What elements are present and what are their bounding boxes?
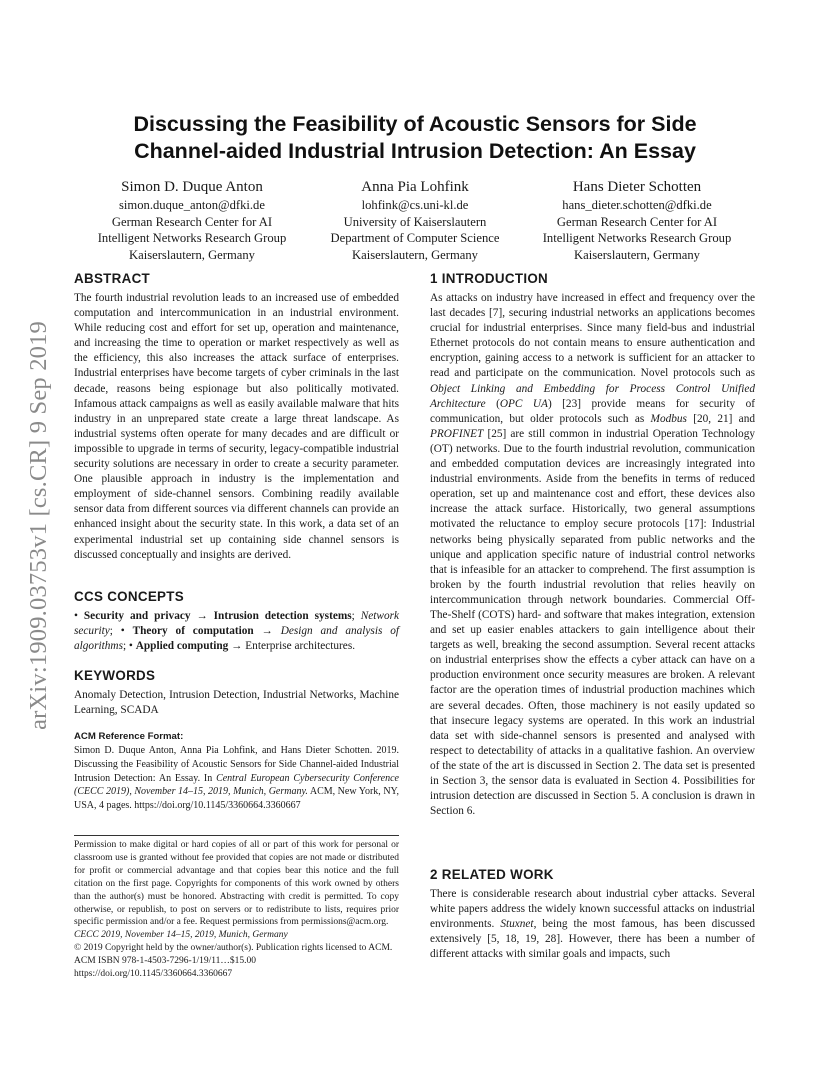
author-email: lohfink@cs.uni-kl.de <box>361 198 469 212</box>
author-location: Kaiserslautern, Germany <box>574 247 700 262</box>
related-work-section <box>430 866 755 962</box>
author-1 <box>77 178 307 263</box>
paper-title-line-2: Channel-aided Industrial Intrusion Detection: An Essay <box>134 139 696 163</box>
author-email: simon.duque_anton@dfki.de <box>119 198 265 212</box>
acm-reference-part: ACM, New York, NY, USA, 4 pages. https://doi.org/10.1145/3360664.3360667 <box>74 786 399 812</box>
introduction-text <box>430 291 755 819</box>
doi-line: https://doi.org/10.1145/3360664.3360667 <box>74 969 233 980</box>
text-run: , being the most famous, has been discussed extensively [5, 18, 19, 28]. However, there has been a number of different attacks with similar goals and impacts, such <box>430 918 755 961</box>
ccs-term: Intrusion detection systems <box>213 610 352 622</box>
ccs-text: • Security and privacy → Intrusion detection systems; Network security; • Theory of computation → Design and analysis of algorithms; • Applied computing → Enterprise architectures. <box>74 610 400 653</box>
arxiv-stamp <box>22 290 56 760</box>
text-emphasis: PROFINET <box>430 427 484 440</box>
text-run: [20, 21] and <box>686 412 755 425</box>
author-name: Simon D. Duque Anton <box>121 179 263 195</box>
copyright-line: © 2019 Copyright held by the owner/author(s). Publication rights licensed to ACM. <box>74 943 393 954</box>
author-department: Intelligent Networks Research Group <box>542 231 732 245</box>
introduction-heading: 1 INTRODUCTION <box>430 271 549 286</box>
keywords-section <box>74 667 399 718</box>
ccs-term: Security and privacy <box>83 610 191 622</box>
related-work-text <box>430 887 755 962</box>
isbn-line: ACM ISBN 978-1-4503-7296-1/19/11…$15.00 <box>74 956 256 967</box>
conference-line: CECC 2019, November 14–15, 2019, Munich, Germany <box>74 930 288 941</box>
ccs-term: Design and analysis of algorithms <box>74 625 399 653</box>
text-run: [25] are still common in industrial Operation Technology (OT) networks. Due to the fourth industrial revolution, communication and embedded computation devices are increasingly integrated into industrial environments. Aside from the benefits in terms of reduced operation, set up and maintenance cost and effort, these devices also increase the attack surface. Historically, two general assumptions motivated the reluctance to employ secure protocols [17]: Industrial networks being physically separated from public networks and the unique and application specific nature of industrial control networks that is infeasible for an attacker to comprehend. The first assumption is broken by the fourth industrial revolution that relies heavily on intercommunication through network boundaries. Commercial Off-The-Shelf (COTS) hard- and software that makes integration, extension and set up easier enables attackers to gain intelligence about their targets as well, breaking the second assumption. Several recent attacks on industrial enterprises show the effects a cyber attack can have on a production environment once security measures are broken. A relevant factor are the operation times of industrial production machines which are several decades. Often, those machinery is not easily updated so that insecure legacy systems are operated. In this work an industrial data set with side-channel sensors is presented and analysed with respect to detectability of attacks in a qualitative fashion. An overview of the state of the art is discussed in Section 2. The data set is presented in Section 3, the sensor data is evaluated in Section 4. Possibilities for intrusion detection are discussed in Section 5. A conclusion is drawn in Section 6. <box>430 427 755 818</box>
ccs-heading: CCS CONCEPTS <box>74 589 184 604</box>
arxiv-stamp-text: arXiv:1909.03753v1 [cs.CR] 9 Sep 2019 <box>25 320 52 730</box>
keywords-text: Anomaly Detection, Intrusion Detection, Industrial Networks, Machine Learning, SCADA <box>74 689 399 717</box>
abstract-section <box>74 270 399 563</box>
text-run: As attacks on industry have increased in effect and frequency over the last decades [7], securing industrial networks an applications becomes crucial for industrial enterprises. Since many field-bus and industrial Ethernet protocols do not contain means to ensure authentication and encryption, gaining access to a network is sufficient for an attacker to read and participate on the communication. Novel protocols such as <box>430 292 755 380</box>
paper-title-line-1: Discussing the Feasibility of Acoustic Sensors for Side <box>133 112 697 136</box>
ccs-term: Enterprise architectures. <box>245 640 356 653</box>
ccs-term: Theory of computation <box>132 625 254 638</box>
author-affiliation: University of Kaiserslautern <box>343 214 487 229</box>
permission-block <box>74 839 399 981</box>
author-location: Kaiserslautern, Germany <box>129 247 255 262</box>
author-department: Department of Computer Science <box>330 231 500 245</box>
text-run: There is considerable research about industrial cyber attacks. Several white papers address the widely known successful attacks on industrial environments. <box>430 888 755 931</box>
ccs-term: Applied computing <box>135 640 229 653</box>
text-emphasis: Stuxnet <box>500 918 534 931</box>
ccs-term: Network security <box>74 610 400 638</box>
author-name: Hans Dieter Schotten <box>572 179 702 195</box>
acm-reference-part: Simon D. Duque Anton, Anna Pia Lohfink, and Hans Dieter Schotten. 2019. Discussing the Feasibility of Acoustic Sensors for Side Channel-aided Industrial Intrusion Detection: An Essay. In <box>74 745 399 784</box>
permission-text: Permission to make digital or hard copies of all or part of this work for personal or classroom use is granted without fee provided that copies are not made or distributed for profit or commercial advantage and that copies bear this notice and the full citation on the first page. Copyrights for components of this work owned by others than the author(s) must be honored. Abstracting with credit is permitted. To copy otherwise, or republish, to post on servers or to redistribute to lists, requires prior specific permission and/or a fee. Request permissions from permissions@acm.org. <box>74 840 399 928</box>
text-emphasis: Modbus <box>650 412 687 425</box>
introduction-section <box>430 270 755 819</box>
keywords-heading: KEYWORDS <box>74 668 156 683</box>
paper-title <box>74 111 756 165</box>
text-emphasis: OPC UA <box>499 397 548 410</box>
abstract-text: The fourth industrial revolution leads to an increased use of embedded computation and intercommunication in an industrial environment. While reducing cost and effort for set up, operation and maintenance, and increasing the time to operation or market respectively as well as the efficiency, this also increases the attack surface of enterprises. Industrial enterprises have become targets of cyber criminals in the last decade, reasons being espionage but also politically motivated. Infamous attack campaigns as well as easily available malware that hits industry in an unprepared state create a large threat landscape. As industrial systems often operate for many decades and are difficult or impossible to upgrade in terms of security, legacy-compatible industrial security solutions are necessary in order to create a security parameter. One plausible approach in industry is the implementation and employment of side-channel sensors. Combining readily available sensor data from different sources via different channels can provide an enhanced insight about the security state. In this work, a data set of an experimental industrial set up containing side channel sensors is discussed conceptually and insights are derived. <box>74 292 399 561</box>
abstract-heading: ABSTRACT <box>74 271 151 286</box>
author-affiliation: German Research Center for AI <box>556 214 718 229</box>
author-location: Kaiserslautern, Germany <box>352 247 478 262</box>
author-department: Intelligent Networks Research Group <box>97 231 287 245</box>
related-work-heading: 2 RELATED WORK <box>430 867 554 882</box>
acm-reference-heading: ACM Reference Format: <box>74 731 184 742</box>
acm-reference-venue: Central European Cybersecurity Conference (CECC 2019), November 14–15, 2019, Munich, Germany. <box>74 772 399 798</box>
acm-reference <box>74 730 399 813</box>
text-run: ( <box>485 397 500 410</box>
author-name: Anna Pia Lohfink <box>361 179 469 195</box>
author-email: hans_dieter.schotten@dfki.de <box>562 198 712 212</box>
footnote-rule <box>74 835 399 836</box>
text-run: ) [23] provide means for security of communication, but older protocols such as <box>430 397 755 425</box>
author-3 <box>522 178 752 263</box>
acm-reference-text <box>74 744 399 813</box>
author-affiliation: German Research Center for AI <box>111 214 273 229</box>
text-emphasis: Object Linking and Embedding for Process Control Unified Architecture <box>430 382 755 410</box>
ccs-section <box>74 588 399 654</box>
author-2 <box>300 178 530 263</box>
